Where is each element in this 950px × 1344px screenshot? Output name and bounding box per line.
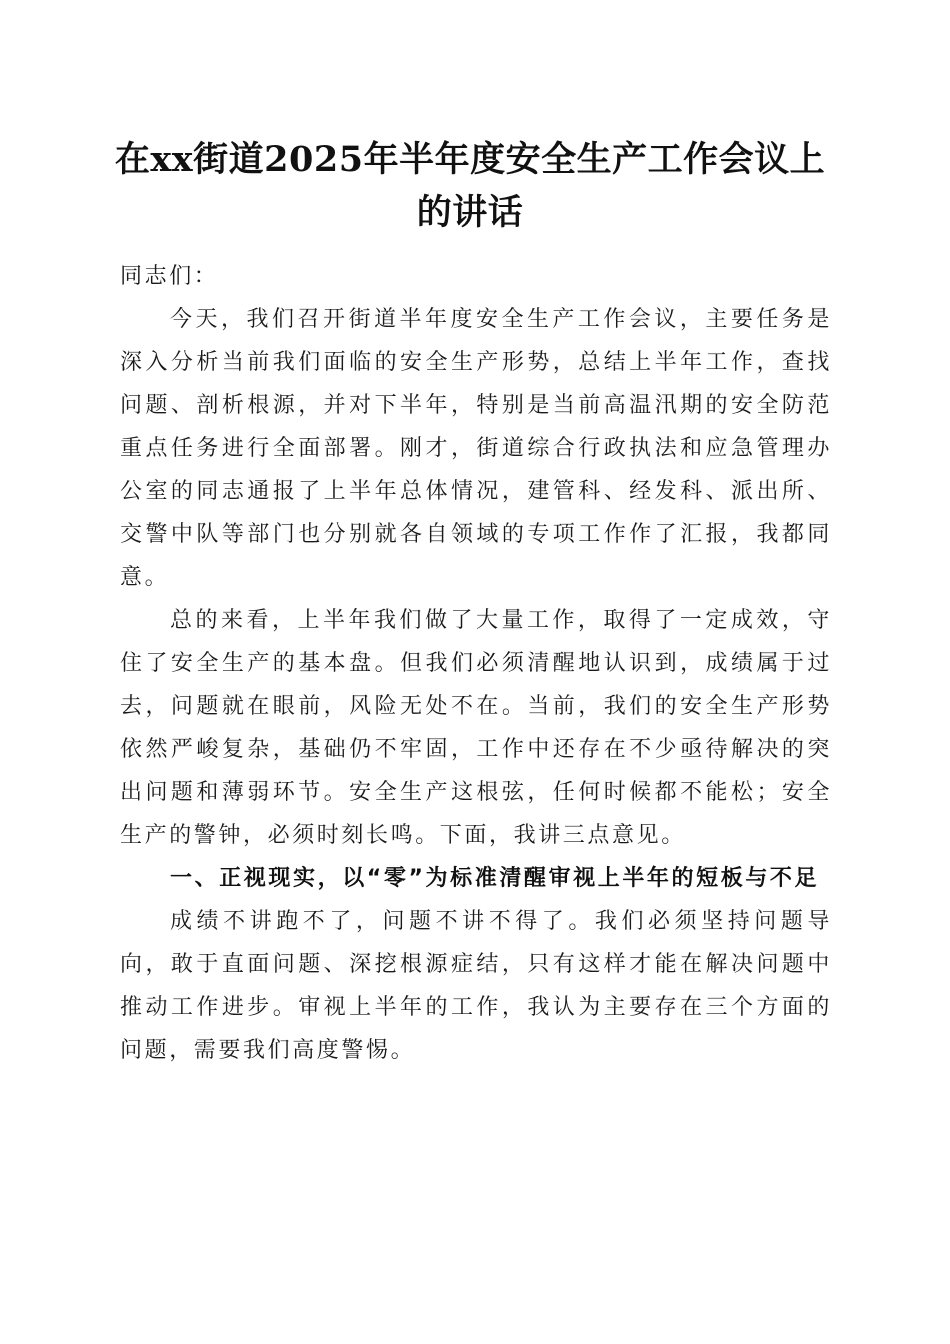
paragraph-opening: 今天，我们召开街道半年度安全生产工作会议，主要任务是深入分析当前我们面临的安全生产形势，总结上半年工作，查找问题、剖析根源，并对下半年，特别是当前高温汛期的安全防范重点任务进行全面部署。刚才，街道综合行政执法和应急管理办公室的同志通报了上半年总体情况，建管科、经发科、派出所、交警中队等部门也分别就各自领域的专项工作作了汇报，我都同意。 [120,307,832,590]
title-line-1: 在xx街道2025年半年度安全生产工作会议上 [114,139,826,180]
document-body [120,255,832,1072]
salutation: 同志们： [120,264,219,289]
paragraph-section-one: 成绩不讲跑不了，问题不讲不得了。我们必须坚持问题导向，敢于直面问题、深挖根源症结，只有这样才能在解决问题中推动工作进步。审视上半年的工作，我认为主要存在三个方面的问题，需要我们高度警惕。 [120,909,832,1063]
document-title [100,133,840,239]
paragraph-overview: 总的来看，上半年我们做了大量工作，取得了一定成效，守住了安全生产的基本盘。但我们必须清醒地认识到，成绩属于过去，问题就在眼前，风险无处不在。当前，我们的安全生产形势依然严峻复杂，基础仍不牢固，工作中还存在不少亟待解决的突出问题和薄弱环节。安全生产这根弦，任何时候都不能松；安全生产的警钟，必须时刻长鸣。下面，我讲三点意见。 [120,608,832,848]
section-heading: 一、正视现实，以“零”为标准清醒审视上半年的短板与不足 [170,866,820,891]
title-line-2: 的讲话 [416,192,524,233]
